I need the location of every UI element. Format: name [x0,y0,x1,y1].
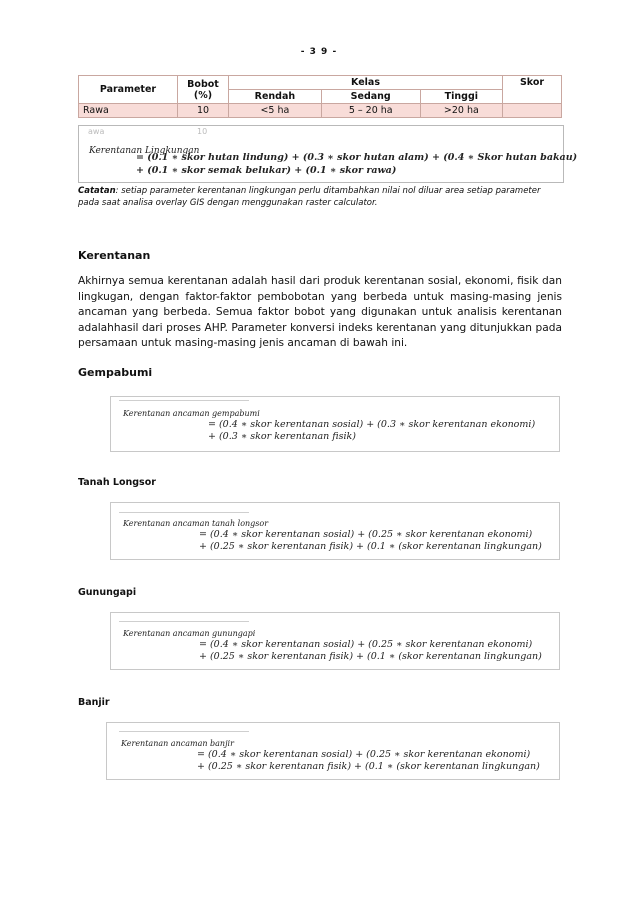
gempabumi-formula-line2: + (0.3 ∗ skor kerentanan fisik) [208,431,356,442]
gunungapi-formula-line2: + (0.25 ∗ skor kerentanan fisik) + (0.1 ∗ (skor kerentanan lingkungan) [199,651,542,662]
tanah-longsor-formula-line2: + (0.25 ∗ skor kerentanan fisik) + (0.1 ∗ (skor kerentanan lingkungan) [199,541,542,552]
cell-rendah: <5 ha [229,104,322,118]
parameter-table [78,75,562,118]
table-row [79,104,562,118]
section-heading-gempabumi: Gempabumi [78,366,153,379]
header-rendah: Rendah [229,90,322,104]
catatan-note [78,185,562,209]
ghost-row-bobot: 10 [197,127,208,136]
header-tinggi: Tinggi [420,90,502,104]
cell-parameter: Rawa [79,104,178,118]
page-number: - 3 9 - [300,47,338,57]
cell-tinggi: >20 ha [420,104,502,118]
section-heading-kerentanan: Kerentanan [78,249,151,262]
cell-bobot: 10 [178,104,229,118]
gempabumi-formula-line1: = (0.4 ∗ skor kerentanan sosial) + (0.3 ∗ skor kerentanan ekonomi) [208,419,536,430]
lingkungan-formula-label: Kerentanan Lingkungan [89,146,200,156]
formula-rule [119,731,249,732]
header-parameter: Parameter [79,76,178,104]
header-skor: Skor [503,76,562,104]
kerentanan-paragraph: Akhirnya semua kerentanan adalah hasil dari produk kerentanan sosial, ekonomi, fisik dan lingkugan, dengan faktor-faktor pembobotan yang berbeda untuk masing-masing jenis ancaman yang berbeda. Semua faktor bobot yang digunakan untuk analisis kerentanan adalahhasil dari proses AHP. Parameter konversi indeks kerentanan yang ditunjukkan pada persamaan untuk masing-masing jenis ancaman di bawah ini. [78,275,562,350]
section-heading-gunungapi: Gunungapi [78,587,137,598]
tanah-longsor-formula-box [110,502,560,560]
formula-rule [119,400,249,401]
banjir-formula-label: Kerentanan ancaman banjir [121,739,234,748]
gempabumi-formula-label: Kerentanan ancaman gempabumi [123,409,260,418]
lingkungan-formula-box [78,125,578,183]
table-header-row [79,76,562,90]
formula-rule [119,512,249,513]
header-bobot: Bobot (%) [178,76,229,104]
banjir-formula-box [106,722,560,780]
cell-sedang: 5 – 20 ha [321,104,420,118]
lingkungan-formula-line1: = (0.1 ∗ skor hutan lindung) + (0.3 ∗ skor hutan alam) + (0.4 ∗ Skor hutan bakau) [136,152,578,163]
gunungapi-formula-line1: = (0.4 ∗ skor kerentanan sosial) + (0.25 ∗ skor kerentanan ekonomi) [199,639,533,650]
formula-rule [119,621,249,622]
tanah-longsor-formula-line1: = (0.4 ∗ skor kerentanan sosial) + (0.25 ∗ skor kerentanan ekonomi) [199,529,533,540]
header-sedang: Sedang [321,90,420,104]
cell-skor [503,104,562,118]
section-heading-tanah-longsor: Tanah Longsor [78,477,156,488]
gunungapi-formula-label: Kerentanan ancaman gunungapi [123,629,256,638]
catatan-text: : setiap parameter kerentanan lingkungan perlu ditambahkan nilai nol diluar area setiap parameter pada saat analisa overlay GIS dengan menggunakan raster calculator. [78,186,541,208]
gunungapi-formula-box [110,612,560,670]
banjir-formula-line2: + (0.25 ∗ skor kerentanan fisik) + (0.1 ∗ (skor kerentanan lingkungan) [197,761,540,772]
header-kelas: Kelas [229,76,503,90]
lingkungan-formula-line2: + (0.1 ∗ skor semak belukar) + (0.1 ∗ skor rawa) [136,165,397,176]
gempabumi-formula-box [110,396,560,452]
section-heading-banjir: Banjir [78,697,110,708]
banjir-formula-line1: = (0.4 ∗ skor kerentanan sosial) + (0.25 ∗ skor kerentanan ekonomi) [197,749,531,760]
tanah-longsor-formula-label: Kerentanan ancaman tanah longsor [123,519,269,528]
catatan-label: Catatan [78,186,116,196]
ghost-row-parameter: awa [88,127,105,136]
